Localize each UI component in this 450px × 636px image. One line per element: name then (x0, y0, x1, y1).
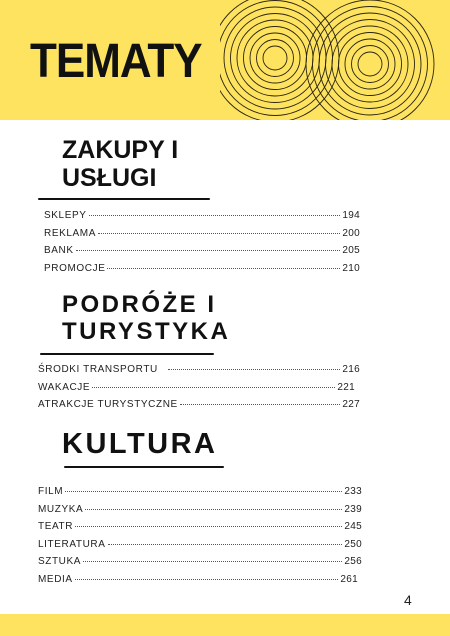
decorative-rings-graphic (220, 0, 450, 120)
toc-entry-page: 216 (342, 364, 360, 375)
section-divider (38, 198, 210, 200)
dot-leader (85, 509, 342, 510)
decorative-ring (250, 33, 300, 83)
toc-entry-page: 194 (342, 210, 360, 221)
toc-entry[interactable] (38, 486, 362, 504)
dot-leader (89, 215, 341, 216)
dot-leader (83, 561, 342, 562)
toc-entry-page: 239 (344, 503, 362, 515)
decorative-ring (224, 7, 326, 109)
footer-band (0, 614, 450, 636)
section-title-line: TURYSTYKA (62, 317, 231, 345)
dot-leader (168, 369, 341, 370)
dot-leader (75, 526, 342, 527)
decorative-ring (313, 7, 428, 121)
decorative-ring (244, 27, 307, 90)
section-title-podroze (62, 292, 230, 346)
toc-entry-page: 227 (342, 399, 360, 410)
dot-leader (108, 544, 343, 545)
toc-entry[interactable] (38, 574, 362, 592)
toc-entry-label: SZTUKA (38, 556, 82, 567)
section-title-zakupy (62, 136, 178, 192)
toc-list-kultura (38, 486, 362, 591)
decorative-ring (358, 52, 382, 76)
section-title-line: USŁUGI (62, 164, 157, 192)
toc-entry-label: ŚRODKI TRANSPORTU (38, 364, 158, 375)
dot-leader (65, 491, 342, 492)
decorative-ring (263, 46, 287, 70)
page-title: TEMATY (30, 34, 202, 88)
toc-list-zakupy (44, 210, 360, 280)
toc-entry-page: 200 (342, 227, 360, 239)
toc-entry[interactable] (44, 263, 360, 281)
toc-entry[interactable] (38, 521, 362, 539)
toc-entry-label: REKLAMA (44, 227, 96, 239)
toc-entry-page: 261 (340, 573, 358, 585)
dot-leader (107, 268, 340, 269)
decorative-ring (319, 13, 421, 115)
section-divider (64, 466, 224, 468)
decorative-ring (257, 40, 294, 77)
decorative-ring (332, 26, 408, 102)
decorative-ring (339, 33, 402, 96)
toc-entry-label: ATRAKCJE TURYSTYCZNE (38, 399, 178, 410)
toc-entry[interactable] (44, 210, 360, 228)
toc-entry-page: 233 (344, 486, 362, 497)
dot-leader (76, 250, 341, 251)
toc-list-podroze (38, 364, 360, 417)
dot-leader (98, 233, 340, 234)
toc-entry[interactable] (38, 539, 362, 557)
section-divider (40, 353, 214, 355)
toc-entry-page: 210 (342, 262, 360, 274)
toc-entry-page: 250 (344, 538, 362, 550)
toc-entry-label: MEDIA (38, 573, 73, 585)
toc-entry[interactable] (38, 382, 360, 400)
dot-leader (180, 404, 341, 405)
toc-entry-label: SKLEPY (44, 210, 87, 221)
toc-entry-label: FILM (38, 486, 64, 497)
dot-leader (92, 387, 335, 388)
toc-entry[interactable] (44, 245, 360, 263)
dot-leader (75, 579, 339, 580)
decorative-ring (352, 46, 389, 83)
toc-entry-label: MUZYKA (38, 503, 84, 515)
decorative-ring (237, 20, 313, 96)
section-title-line: KULTURA (62, 428, 218, 460)
toc-entry-label: WAKACJE (38, 381, 91, 393)
toc-entry[interactable] (38, 556, 362, 574)
toc-entry[interactable] (38, 399, 360, 417)
toc-entry[interactable] (38, 504, 362, 522)
toc-entry-label: PROMOCJE (44, 262, 106, 274)
page-number: 4 (404, 592, 412, 608)
toc-entry-page: 221 (337, 381, 355, 393)
section-title-kultura (62, 428, 218, 460)
toc-entry-page: 205 (342, 245, 360, 256)
toc-entry-page: 256 (344, 556, 362, 567)
toc-entry-label: LITERATURA (38, 538, 106, 550)
section-title-line: ZAKUPY I (62, 136, 179, 164)
toc-entry-label: BANK (44, 245, 74, 256)
toc-entry[interactable] (38, 364, 360, 382)
decorative-ring (345, 39, 395, 89)
toc-entry[interactable] (44, 228, 360, 246)
toc-entry-label: TEATR (38, 521, 74, 532)
section-title-line: PODRÓŻE I (62, 291, 217, 318)
header-band (0, 0, 450, 120)
toc-entry-page: 245 (344, 521, 362, 532)
